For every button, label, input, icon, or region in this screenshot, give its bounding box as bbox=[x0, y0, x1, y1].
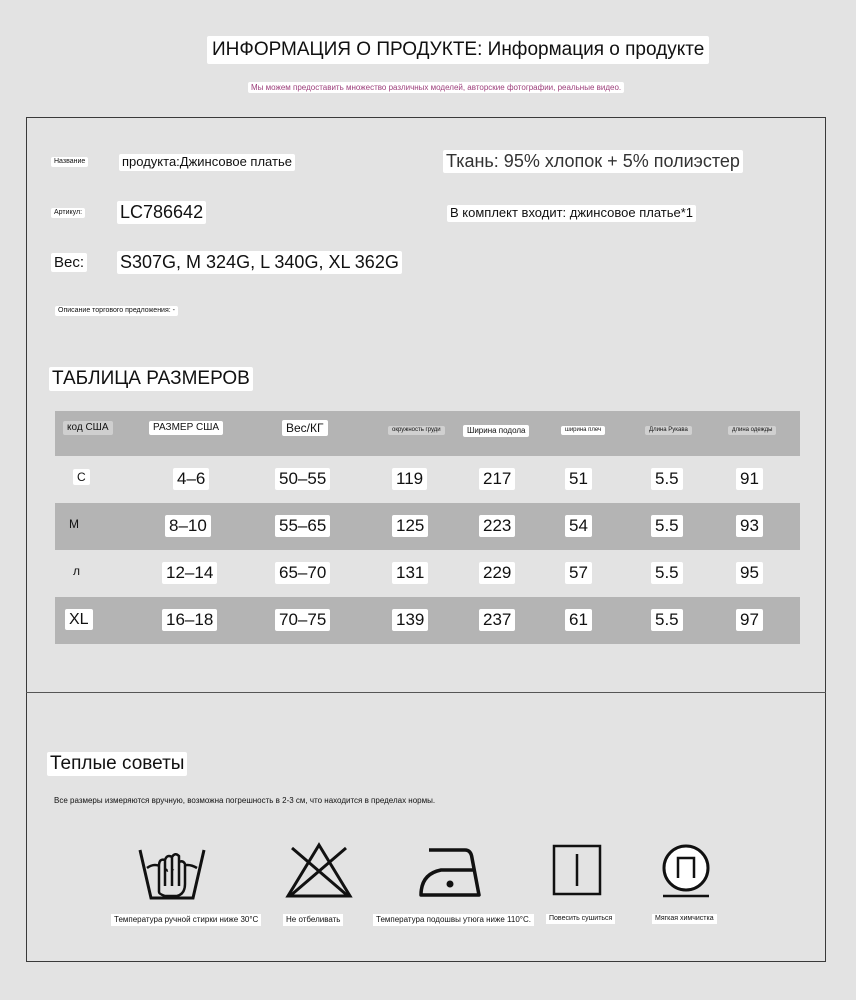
hand-wash-label: Температура ручной стирки ниже 30°C bbox=[111, 914, 261, 926]
row-us-size: 12–14 bbox=[162, 562, 217, 584]
name-label: Название bbox=[51, 157, 88, 167]
row-shoulder: 51 bbox=[565, 468, 592, 490]
row-sleeve: 5.5 bbox=[651, 515, 683, 537]
weight-label: Вес: bbox=[51, 253, 87, 272]
row-weight: 55–65 bbox=[275, 515, 330, 537]
no-bleach-label: Не отбеливать bbox=[283, 914, 343, 926]
row-shoulder: 54 bbox=[565, 515, 592, 537]
row-code: л bbox=[73, 564, 81, 578]
table-row bbox=[55, 456, 800, 503]
tips-title: Теплые советы bbox=[47, 752, 187, 776]
article-label: Артикул: bbox=[51, 208, 85, 218]
row-length: 93 bbox=[736, 515, 763, 537]
page-subtitle: Мы можем предоставить множество различных моделей, авторские фотографии, реальные видео. bbox=[248, 82, 624, 93]
size-table bbox=[55, 411, 800, 644]
row-weight: 70–75 bbox=[275, 609, 330, 631]
row-bust: 131 bbox=[392, 562, 428, 584]
iron-label: Температура подошвы утюга ниже 110°C. bbox=[373, 914, 534, 926]
table-header-row bbox=[55, 411, 800, 456]
table-row bbox=[55, 503, 800, 550]
row-sleeve: 5.5 bbox=[651, 468, 683, 490]
iron-icon bbox=[415, 840, 485, 900]
header-hem: Ширина подола bbox=[463, 425, 529, 437]
header-weight: Вес/КГ bbox=[282, 420, 328, 436]
tips-note: Все размеры измеряются вручную, возможна погрешность в 2-3 см, что находится в пределах нормы. bbox=[54, 796, 436, 805]
kit-info: В комплект входит: джинсовое платье*1 bbox=[447, 205, 696, 222]
fabric-info: Ткань: 95% хлопок + 5% полиэстер bbox=[443, 150, 743, 173]
row-bust: 125 bbox=[392, 515, 428, 537]
page-title: ИНФОРМАЦИЯ О ПРОДУКТЕ: Информация о продукте bbox=[207, 36, 709, 64]
table-row bbox=[55, 597, 800, 644]
row-length: 95 bbox=[736, 562, 763, 584]
row-us-size: 8–10 bbox=[165, 515, 211, 537]
row-weight: 65–70 bbox=[275, 562, 330, 584]
row-bust: 139 bbox=[392, 609, 428, 631]
table-row bbox=[55, 550, 800, 597]
row-bust: 119 bbox=[392, 468, 427, 490]
row-code: С bbox=[73, 469, 90, 485]
dry-clean-label: Мягкая химчистка bbox=[652, 914, 717, 924]
row-code: XL bbox=[65, 609, 93, 630]
name-value: продукта:Джинсовое платье bbox=[119, 154, 295, 171]
header-length: длина одежды bbox=[728, 426, 776, 435]
row-sleeve: 5.5 bbox=[651, 609, 683, 631]
row-hem: 223 bbox=[479, 515, 515, 537]
no-bleach-icon bbox=[284, 840, 354, 900]
header-bust: окружность груди bbox=[388, 426, 445, 435]
row-length: 97 bbox=[736, 609, 763, 631]
row-us-size: 16–18 bbox=[162, 609, 217, 631]
row-weight: 50–55 bbox=[275, 468, 330, 490]
row-hem: 237 bbox=[479, 609, 515, 631]
header-shoulder: ширина плеч bbox=[561, 426, 605, 435]
hang-dry-icon bbox=[543, 840, 613, 900]
dry-clean-icon bbox=[651, 840, 721, 900]
header-sleeve: Длина Рукава bbox=[645, 426, 692, 435]
row-us-size: 4–6 bbox=[173, 468, 209, 490]
weight-value: S307G, M 324G, L 340G, XL 362G bbox=[117, 251, 402, 274]
article-value: LC786642 bbox=[117, 201, 206, 224]
offer-description: Описание торгового предложения: - bbox=[55, 306, 178, 316]
header-us-code: код США bbox=[63, 421, 113, 435]
size-table-title: ТАБЛИЦА РАЗМЕРОВ bbox=[49, 367, 253, 391]
hand-wash-icon bbox=[137, 840, 207, 900]
row-sleeve: 5.5 bbox=[651, 562, 683, 584]
row-shoulder: 57 bbox=[565, 562, 592, 584]
row-length: 91 bbox=[736, 468, 763, 490]
hang-dry-label: Повесить сушиться bbox=[546, 914, 615, 924]
row-hem: 217 bbox=[479, 468, 515, 490]
row-shoulder: 61 bbox=[565, 609, 592, 631]
row-hem: 229 bbox=[479, 562, 515, 584]
section-divider bbox=[26, 692, 826, 693]
header-us-size: РАЗМЕР США bbox=[149, 421, 223, 435]
row-code: М bbox=[69, 517, 79, 531]
